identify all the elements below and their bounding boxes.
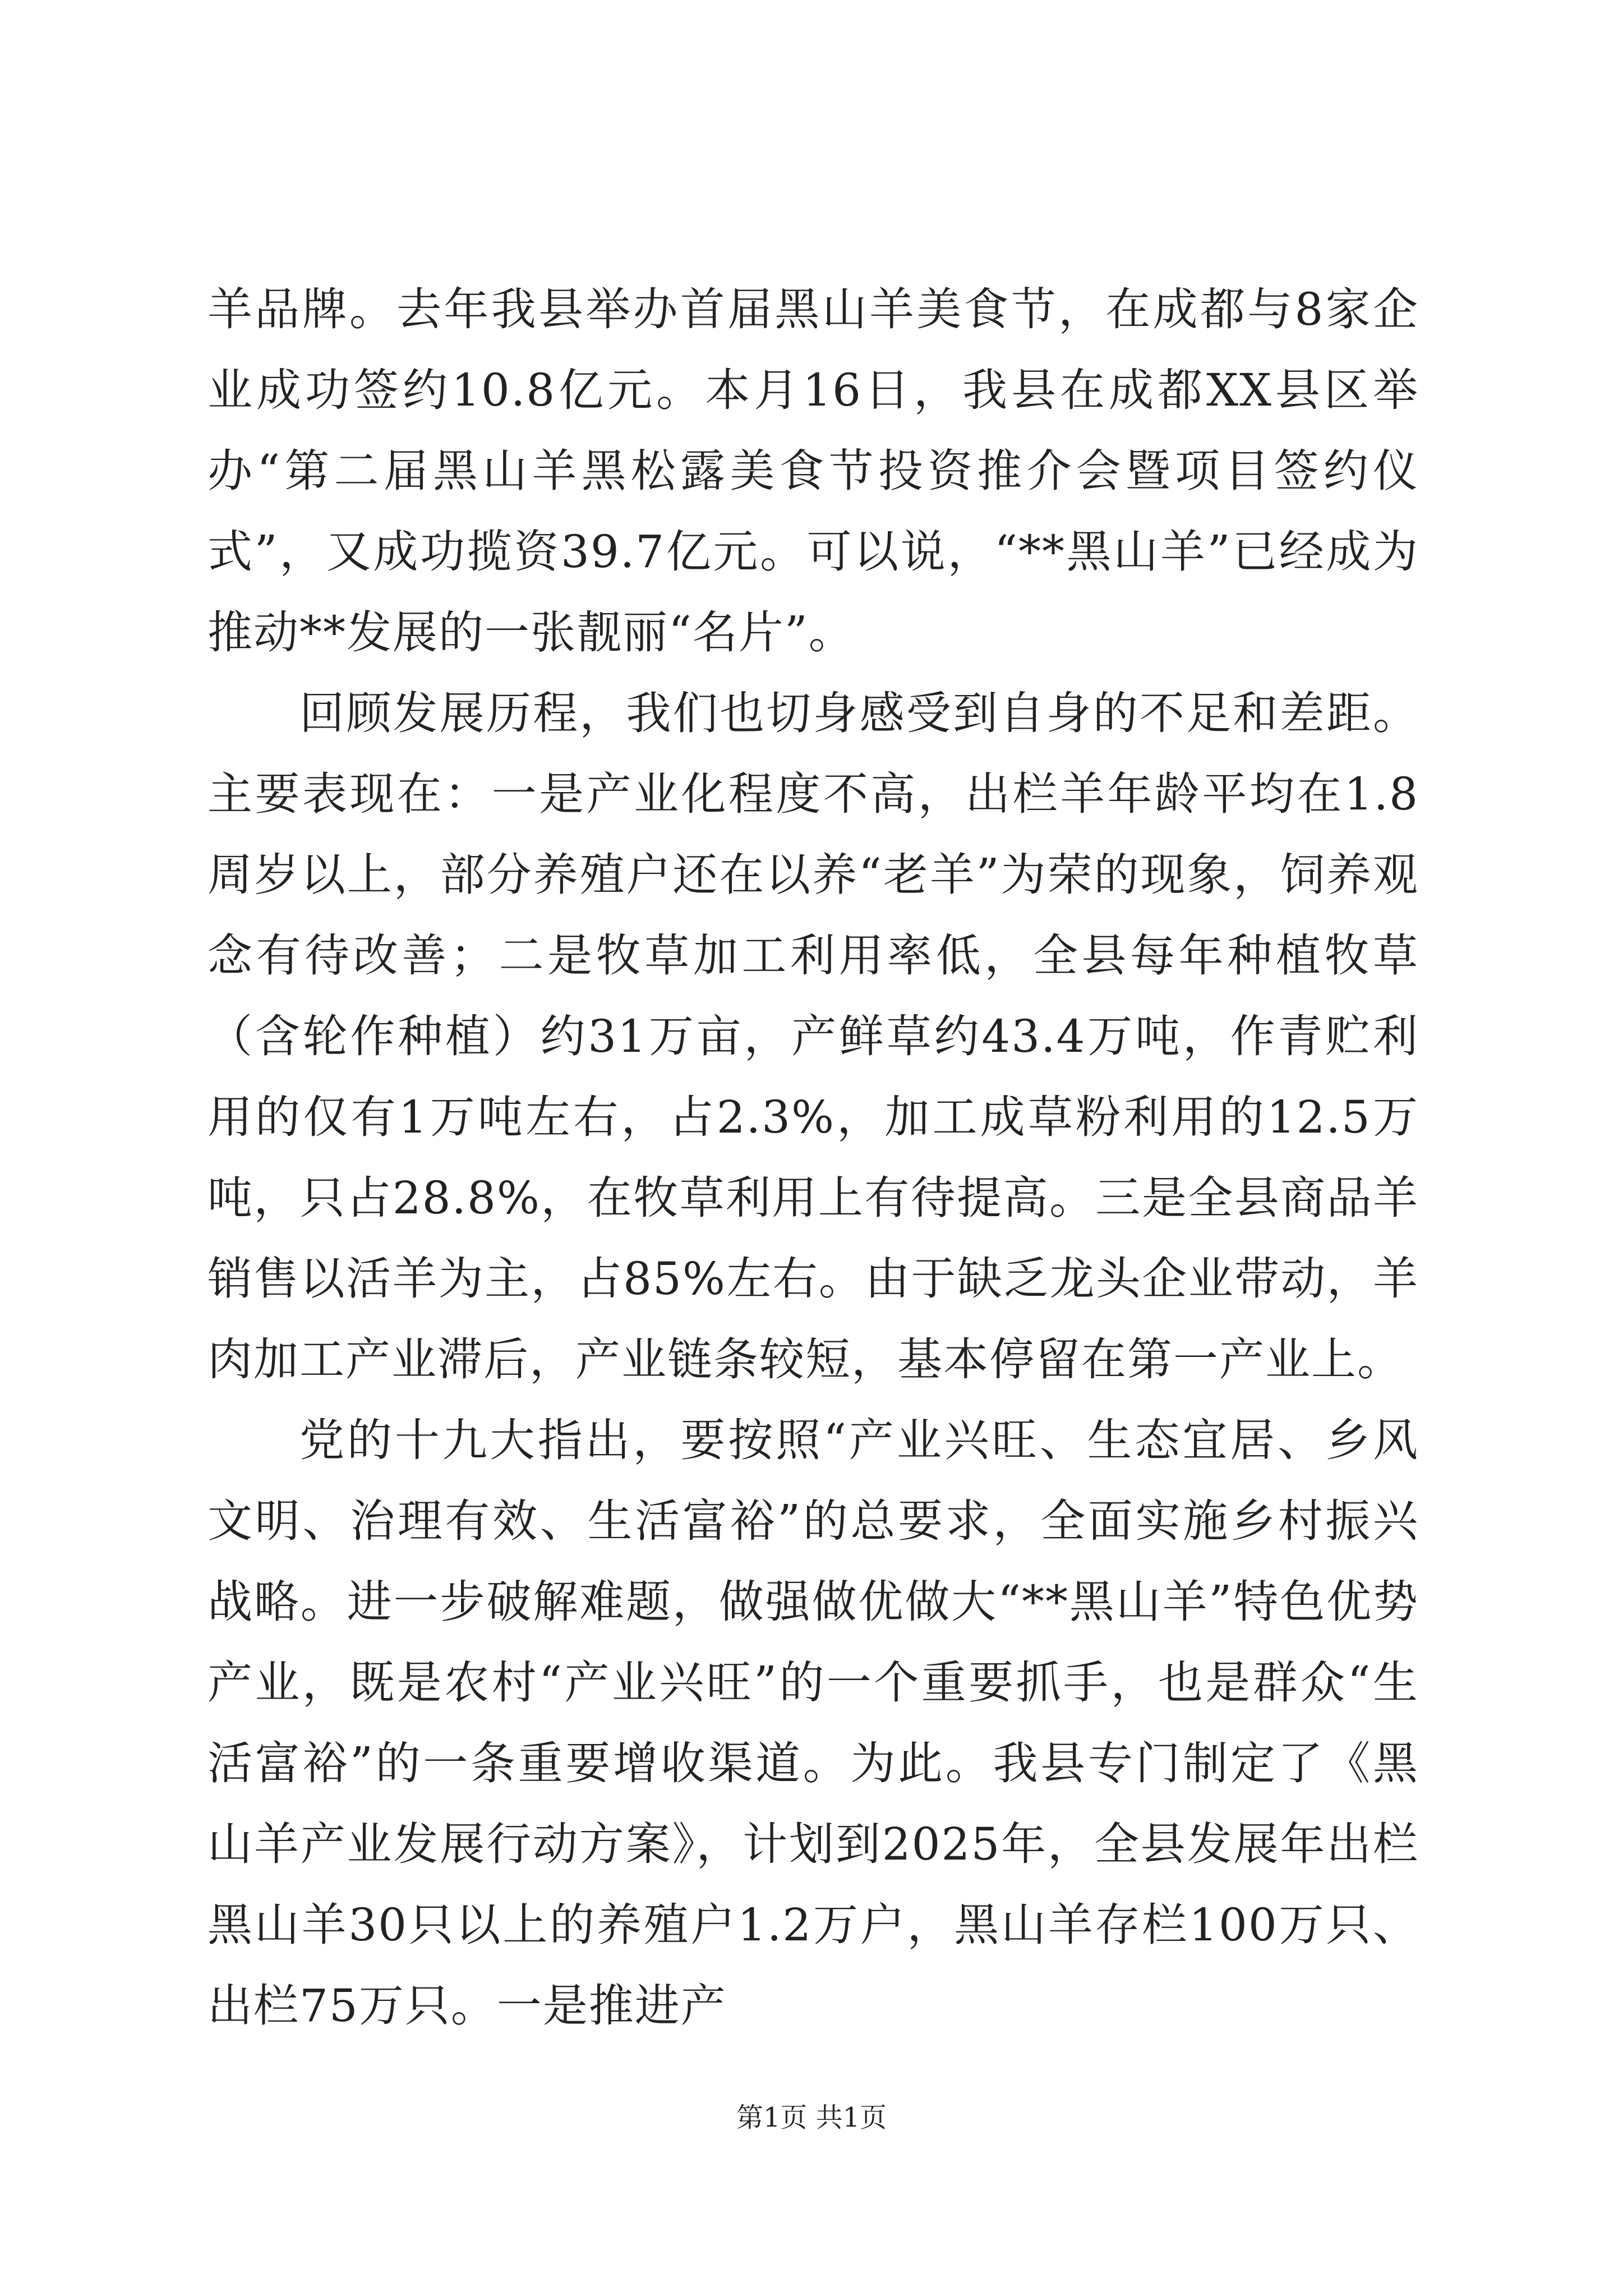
paragraph-3: 党的十九大指出，要按照“产业兴旺、生态宜居、乡风文明、治理有效、生活富裕”的总要求，全面实施乡村振兴战略。进一步破解难题，做强做优做大“**黑山羊”特色优势产业，既是农村“产业兴旺”的一个重要抓手，也是群众“生活富裕”的一条重要增收渠道。为此。我县专门制定了《黑山羊产业发展行动方案》，计划到2025年，全县发展年出栏黑山羊30只以上的养殖户1.2万户，黑山羊存栏100万只、出栏75万只。一是推进产 [208,1414,1419,2032]
paragraph-1: 羊品牌。去年我县举办首届黑山羊美食节，在成都与8家企业成功签约10.8亿元。本月16日，我县在成都XX县区举办“第二届黑山羊黑松露美食节投资推介会暨项目签约仪式”，又成功揽资39.7亿元。可以说，“**黑山羊”已经成为推动**发展的一张靓丽“名片”。 [208,283,1419,659]
paragraph-2: 回顾发展历程，我们也切身感受到自身的不足和差距。主要表现在：一是产业化程度不高，出栏羊年龄平均在1.8周岁以上，部分养殖户还在以养“老羊”为荣的现象，饲养观念有待改善；二是牧草加工利用率低，全县每年种植牧草（含轮作种植）约31万亩，产鲜草约43.4万吨，作青贮利用的仅有1万吨左右，占2.3%，加工成草粉利用的12.5万吨，只占28.8%，在牧草利用上有待提高。三是全县商品羊销售以活羊为主，占85%左右。由于缺乏龙头企业带动，羊肉加工产业滞后，产业链条较短，基本停留在第一产业上。 [208,687,1419,1386]
page-footer: 第1页 共1页 [736,2102,887,2133]
document-body [208,269,1419,2046]
